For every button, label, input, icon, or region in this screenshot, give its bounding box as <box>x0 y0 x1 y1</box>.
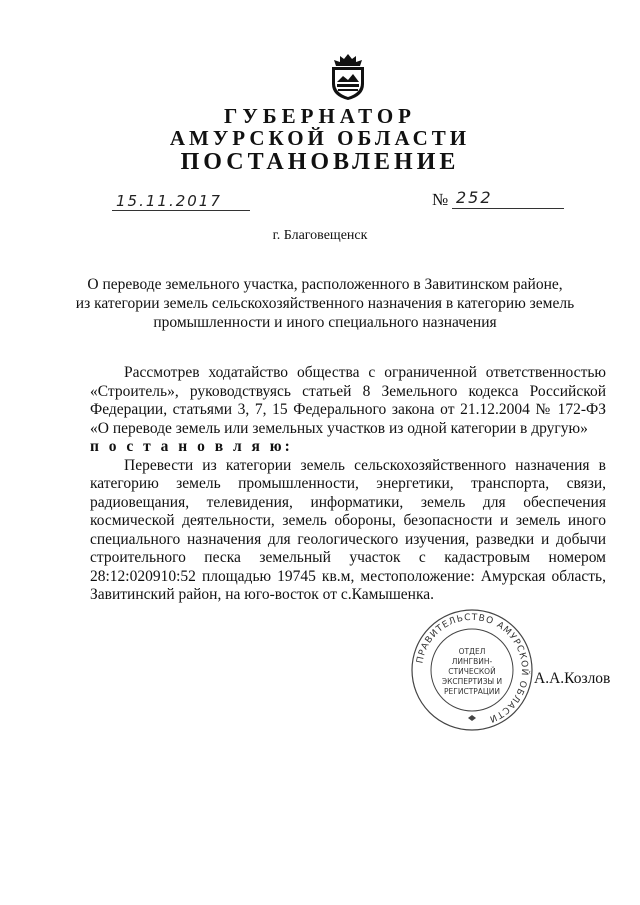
document-date: 15.11.2017 <box>116 192 222 210</box>
header-line1: ГУБЕРНАТОР <box>223 104 417 128</box>
stamp-outer-text: ПРАВИТЕЛЬСТВО АМУРСКОЙ ОБЛАСТИ <box>415 612 530 724</box>
document-number: 252 <box>456 188 493 207</box>
title-line2: из категории земель сельскохозяйственного назначения в категорию земель <box>75 295 575 312</box>
document-title <box>60 275 590 332</box>
number-label: № <box>432 190 449 209</box>
preamble: Рассмотрев ходатайство общества с ограниченной ответственностью «Строитель», руководствуясь статьей 8 Земельного кодекса Российской Федерации, статьями 3, 7, 15 Федерального закона от 21.12.2004 № 172-ФЗ «О переводе земель или земельных участков из одной категории в другую» <box>90 364 606 437</box>
document-type: ПОСТАНОВЛЕНИЕ <box>180 149 460 175</box>
decree-word: п о с т а н о в л я ю: <box>90 438 293 455</box>
decree-paragraph: Перевести из категории земель сельскохозяйственного назначения в категорию земель промышленности, энергетики, транспорта, связи, радиовещания, телевидения, информатики, земель для обеспечения космической деятельности, земель обороны, безопасности и земель иного специального назначения для геологического изучения, разведки и добычи строительного песка земельный участок с кадастровым номером 28:12:020910:52 площадью 19745 кв.м, местоположение: Амурская область, Завитинский район, на юго-восток от с.Камышенка. <box>90 456 606 603</box>
number-underline <box>452 208 564 209</box>
document-body <box>90 364 606 605</box>
official-stamp <box>410 608 534 732</box>
stamp-inner-line5: РЕГИСТРАЦИИ <box>444 687 500 696</box>
stamp-inner-line1: ОТДЕЛ <box>458 647 486 656</box>
coat-of-arms-icon <box>326 52 370 102</box>
title-line1: О переводе земельного участка, расположенного в Завитинском районе, <box>87 276 563 293</box>
signer-name: А.А.Козлов <box>534 670 611 687</box>
stamp-inner-line3: СТИЧЕСКОЙ <box>448 667 496 676</box>
stamp-inner-line2: ЛИНГВИН- <box>451 657 493 666</box>
header-line2: АМУРСКОЙ ОБЛАСТИ <box>169 126 471 150</box>
city: г. Благовещенск <box>272 228 368 243</box>
date-underline <box>112 210 250 211</box>
title-line3: промышленности и иного специального назначения <box>153 314 497 331</box>
stamp-inner-line4: ЭКСПЕРТИЗЫ И <box>441 677 503 686</box>
